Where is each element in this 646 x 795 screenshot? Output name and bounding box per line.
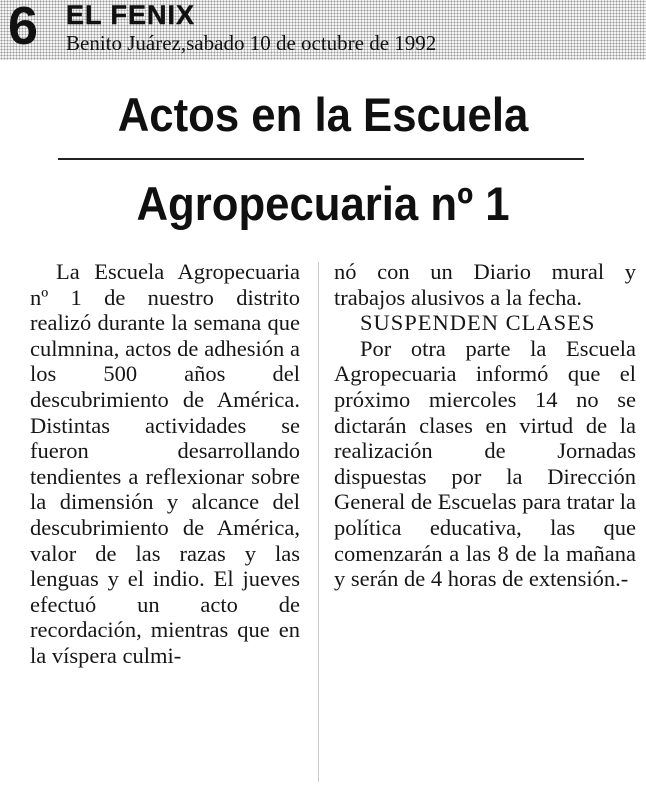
article-continuation: nó con un Diario mural y trabajos alusivos a la fecha.	[334, 259, 636, 310]
article-right-column	[334, 259, 636, 592]
newspaper-name: EL FENIX	[66, 0, 196, 30]
masthead	[0, 0, 646, 60]
article-left-column	[30, 259, 300, 669]
page-number: 6	[8, 0, 39, 56]
dateline: Benito Juárez,sabado 10 de octubre de 1992	[66, 31, 437, 55]
article-subhead: SUSPENDEN CLASES	[360, 310, 596, 336]
column-divider	[318, 262, 319, 782]
headline-line-2: Agropecuaria nº 1	[136, 177, 510, 230]
headline-line-1: Actos en la Escuela	[117, 88, 529, 141]
article-paragraph-2: Por otra parte la Escuela Agropecuaria informó que el próximo miercoles 14 no se dictarán clases en virtud de la realización de Jornadas dispuestas por la Dirección General de Escuelas para tratar la política educativa, las que comenzarán a las 8 de la mañana y serán de 4 horas de extensión.-	[334, 335, 636, 592]
article-paragraph-1: La Escuela Agropecuaria nº 1 de nuestro distrito realizó durante la semana que culmnina, actos de adhesión a los 500 años del descubrimiento de América. Distintas actividades se fueron desarrollando tendientes a reflexionar sobre la dimensión y alcance del descubrimiento de América, valor de las razas y las lenguas y el indio. El jueves efectuó un acto de recordación, mientras que en la víspera culmi-	[30, 259, 300, 668]
headline-rule	[58, 158, 584, 160]
